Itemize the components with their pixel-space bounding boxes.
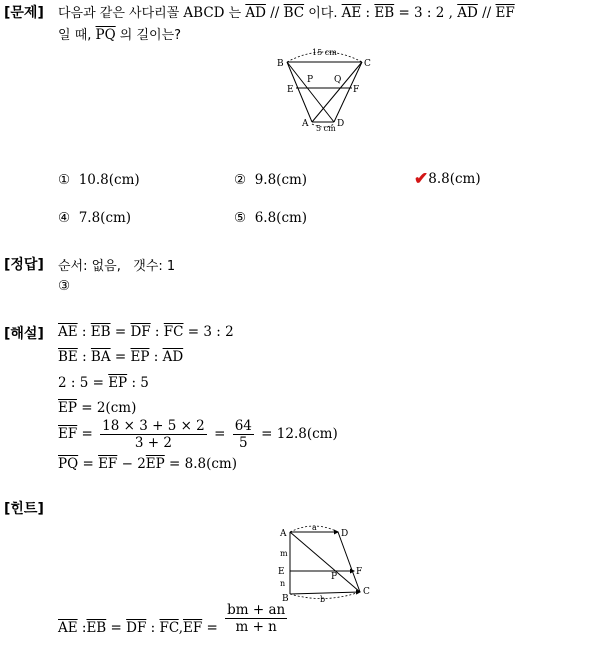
- hint-seg-fc: $\overline{FC}$: [159, 620, 179, 636]
- solution-line-2: [58, 349, 183, 365]
- answer-info: 순서: 없음, 갯수: 1: [58, 259, 176, 274]
- sol1-colon-2: :: [150, 324, 164, 340]
- sol1-colon: :: [77, 324, 91, 340]
- hint-fraction: [225, 602, 287, 635]
- solution-line-3: [58, 375, 149, 391]
- choice-1-text: 10.8(cm): [78, 172, 140, 188]
- sol5-den-1: 3 + 2: [134, 435, 172, 451]
- ratio-colon: :: [361, 5, 375, 21]
- fig1-label-f: F: [353, 85, 360, 95]
- hint-fig-label-n: n: [280, 579, 286, 588]
- problem-text-line2-post: 의 길이는?: [115, 28, 182, 43]
- sol5-den-2: 5: [238, 435, 248, 451]
- parallel-symbol-2: //: [477, 5, 496, 21]
- sol5-seg-ef: $\overline{EF}$: [58, 426, 78, 442]
- segment-ad: $\overline{AD}$: [245, 5, 266, 21]
- sol6-post: = 8.8(cm): [164, 456, 237, 472]
- ratio-equals: = 3 : 2 ,: [394, 5, 458, 21]
- trapezoid-figure: [274, 44, 378, 134]
- hint-fig-label-p: P: [331, 572, 338, 582]
- fig1-label-b: B: [277, 59, 284, 69]
- hint-fig-label-f: F: [356, 567, 363, 577]
- problem-text-mid: 는: [224, 6, 246, 21]
- choice-4[interactable]: [58, 210, 131, 226]
- fig1-label-d: D: [337, 119, 345, 129]
- hint-fig-label-m: m: [280, 549, 288, 558]
- segment-eb: $\overline{EB}$: [374, 5, 395, 21]
- segment-pq: $\overline{PQ}$: [95, 27, 116, 43]
- fig1-label-top: 15 cm: [312, 48, 337, 57]
- fig1-label-q: Q: [334, 75, 342, 85]
- segment-ae: $\overline{AE}$: [341, 5, 362, 21]
- sol1-seg-ae: $\overline{AE}$: [58, 324, 78, 340]
- fig1-label-a: A: [302, 119, 309, 129]
- hint-fig-label-c: C: [363, 587, 370, 597]
- hint-fig-label-a: A: [280, 529, 287, 539]
- sol2-colon: :: [77, 349, 91, 365]
- hint-fig-label-e: E: [278, 567, 285, 577]
- hint-colon: :: [77, 620, 87, 636]
- hint-fig-label-b: B: [282, 594, 289, 604]
- sol6-seg-ep: $\overline{EP}$: [145, 456, 165, 472]
- hint-seg-eb: $\overline{EB}$: [86, 620, 107, 636]
- sol3-post: : 5: [127, 375, 149, 391]
- answer-header: [정답]: [4, 257, 44, 273]
- sol1-seg-fc: $\overline{FC}$: [163, 324, 184, 340]
- sol5-num-1: 18 × 3 + 5 × 2: [102, 418, 205, 434]
- segment-ad-2: $\overline{AD}$: [457, 5, 478, 21]
- fig1-label-c: C: [364, 59, 371, 69]
- choice-3-text: 8.8(cm): [428, 171, 481, 187]
- problem-header: [문제]: [4, 5, 44, 21]
- problem-text-line2: [58, 24, 181, 43]
- solution-line-4: [58, 400, 136, 416]
- fig1-label-bottom: 5 cm: [316, 124, 336, 133]
- solution-line-1: [58, 324, 234, 340]
- hint-seg-ef: $\overline{EF}$: [183, 620, 203, 636]
- hint-eq: =: [106, 620, 127, 636]
- hint-colon-2: :: [146, 620, 160, 636]
- sol1-seg-eb: $\overline{EB}$: [90, 324, 111, 340]
- solution-line-5: [58, 418, 338, 451]
- segment-bc: $\overline{BC}$: [283, 5, 305, 21]
- sol5-eq: =: [77, 426, 98, 442]
- parallel-symbol: //: [265, 5, 284, 21]
- choice-5-number: ⑤: [234, 210, 247, 226]
- hint-fig-label-d: D: [341, 529, 349, 539]
- choice-1[interactable]: [58, 172, 140, 188]
- sol4-post: = 2(cm): [76, 400, 137, 416]
- fig1-label-p: P: [307, 75, 314, 85]
- sol5-post: = 12.8(cm): [256, 426, 338, 442]
- sol6-minus: − 2: [117, 456, 146, 472]
- sol1-result: = 3 : 2: [183, 324, 234, 340]
- hint-seg-df: $\overline{DF}$: [126, 620, 147, 636]
- sol6-eq: =: [78, 456, 99, 472]
- sol2-seg-ad: $\overline{AD}$: [162, 349, 184, 365]
- solution-header: [해설]: [4, 326, 44, 342]
- hint-comma: ,: [178, 620, 183, 636]
- choice-2[interactable]: [234, 172, 307, 188]
- sol2-seg-be: $\overline{BE}$: [58, 349, 78, 365]
- sol3-seg-ep: $\overline{EP}$: [108, 375, 128, 391]
- sol2-eq: =: [110, 349, 131, 365]
- hint-seg-ae: $\overline{AE}$: [58, 620, 78, 636]
- hint-formula: [58, 602, 290, 645]
- hint-eq-2: =: [202, 620, 223, 636]
- hint-den: m + n: [235, 619, 277, 635]
- problem-text-pre: 다음과 같은 사다리꼴: [58, 6, 184, 21]
- answer-value: ③: [58, 278, 71, 294]
- hint-figure: [274, 524, 378, 604]
- choice-1-number: ①: [58, 172, 71, 188]
- sol5-eq-2: =: [209, 426, 230, 442]
- sol1-eq: =: [110, 324, 131, 340]
- fig1-label-e: E: [287, 85, 294, 95]
- sol2-colon-2: :: [149, 349, 163, 365]
- problem-text-line1: [58, 2, 515, 21]
- choice-2-number: ②: [234, 172, 247, 188]
- choice-5-text: 6.8(cm): [254, 210, 308, 226]
- sol2-seg-ba: $\overline{BA}$: [90, 349, 111, 365]
- problem-text-line2-pre: 일 때,: [58, 28, 96, 43]
- hint-num: bm + an: [227, 602, 286, 618]
- choice-3[interactable]: [414, 169, 481, 189]
- sol6-seg-pq: $\overline{PQ}$: [58, 456, 79, 472]
- label-abcd: ABCD: [183, 5, 225, 21]
- sol1-seg-df: $\overline{DF}$: [130, 324, 151, 340]
- sol6-seg-ef: $\overline{EF}$: [98, 456, 118, 472]
- segment-ef: $\overline{EF}$: [495, 5, 515, 21]
- problem-text-post: 이다.: [304, 6, 342, 21]
- sol5-fraction-1: [100, 418, 207, 451]
- hint-fig-label-lower-b: b: [320, 595, 326, 604]
- sol5-fraction-2: [233, 418, 254, 451]
- choice-4-text: 7.8(cm): [78, 210, 132, 226]
- choice-2-text: 9.8(cm): [254, 172, 308, 188]
- choice-5[interactable]: [234, 210, 307, 226]
- hint-header: [힌트]: [4, 501, 44, 517]
- choice-4-number: ④: [58, 210, 71, 226]
- hint-fig-label-lower-a: a: [312, 524, 317, 532]
- sol3-pre: 2 : 5 =: [58, 375, 109, 391]
- sol5-num-2: 64: [234, 418, 252, 434]
- sol4-seg-ep: $\overline{EP}$: [58, 400, 77, 416]
- sol2-seg-ep: $\overline{EP}$: [130, 349, 150, 365]
- solution-line-6: [58, 456, 237, 472]
- check-mark-icon: ✔: [414, 169, 429, 189]
